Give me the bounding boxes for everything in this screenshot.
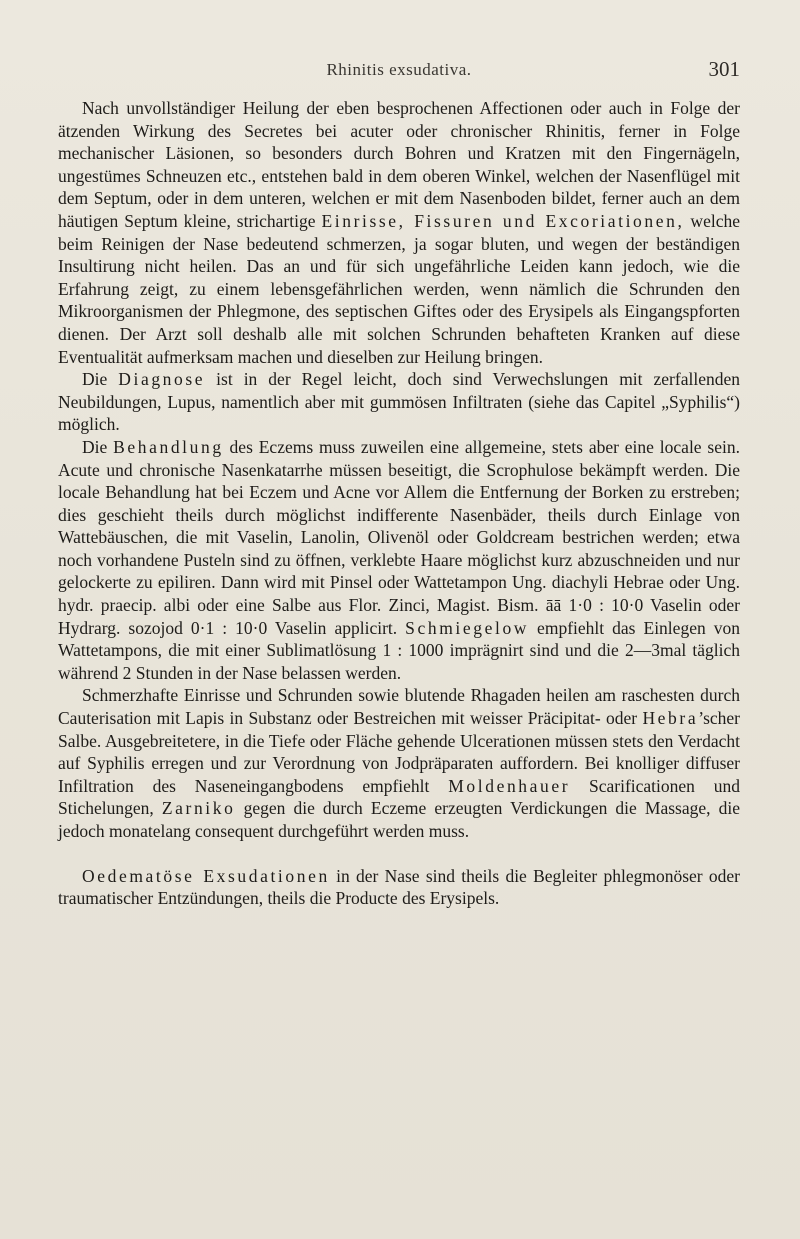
text-run: des Eczems muss zuweilen eine allgemeine, stets aber eine locale sein. Acute und chronische Nasenkatarrhe müssen beseitigt, die Scrophulose bekämpft werden. Die locale Behandlung hat bei Eczem und Acne vor Allem die Entfernung der Borken zu erstreben; dies geschieht theils durch möglichst indifferente Nasenbäder, theils durch Einlage von Wattebäuschen, die mit Vaselin, Lanolin, Olivenöl oder Goldcream bestrichen werden; etwa noch vorhandene Pusteln sind zu öffnen, verklebte Haare möglichst kurz abzuschneiden und nur gelockerte zu epiliren. Dann wird mit Pinsel oder Wattetampon Ung. diachyli Hebrae oder Ung. hydr. praecip. albi oder eine Salbe aus Flor. Zinci, Magist. Bism. āā 1·0 : 10·0 Vaselin oder Hydrarg. sozojod 0·1 : 10·0 Vaselin applicirt. [58,436,740,638]
text-run: Scarificationen und Stichelungen, [58,775,740,819]
spaced-author-name: Moldenhauer [448,775,571,796]
spaced-term: Einrisse, Fissuren und Excoriationen, [321,210,685,231]
spaced-term: Oedematöse Exsudationen [82,865,330,886]
text-run: Nach unvollständiger Heilung der eben besprochenen Affectionen oder auch in Folge der ätzenden Wirkung des Secretes bei acuter oder chronischer Rhinitis, ferner in Folge mechanischer Läsionen, so besonders durch Bohren und Kratzen mit den Fingernägeln, ungestümes Schneuzen etc., entstehen bald in dem oberen Winkel, welchen der Nasenflügel mit dem Septum, oder in dem unteren, welchen er mit dem Nasenboden bildet, ferner auch an dem häutigen Septum kleine, strichartige [58,98,740,231]
text-run: gegen die durch Eczeme erzeugten Verdickungen die Massage, die jedoch monatelang consequent durchgeführt werden muss. [58,798,740,841]
paragraph-rhagaden [58,684,740,842]
running-title: Rhinitis exsudativa. [326,60,472,79]
text-run: ’scher Salbe. Ausgebreitetere, in die Tiefe oder Fläche gehende Ulcerationen müssen stets den Verdacht auf Syphilis erregen und zur Verordnung von Jodpräparaten auffordern. Bei knolliger diffuser Infiltration des Naseneingangbodens empfiehlt [58,708,740,796]
paragraph-diagnose [58,368,740,436]
spaced-author-name: Zarniko [161,798,236,819]
paragraph-behandlung [58,436,740,685]
text-run: Die [82,436,114,457]
paragraph-fissures [58,97,740,368]
spaced-term: Behandlung [113,436,224,457]
text-run: welche beim Reinigen der Nase bedeutend schmerzen, ja sogar bluten, und wegen der beständigen Insultirung nicht heilen. Das an und für sich ungefährliche Leiden kann jedoch, wie die Erfahrung zeigt, zu einem lebensgefährlichen werden, wenn nämlich die Schrunden den Mikroorganismen der Phlegmone, des septischen Giftes oder des Erysipels als Eingangspforten dienen. Der Arzt soll deshalb alle mit solchen Schrunden behafteten Kranken auf diese Eventualität aufmerksam machen und dieselben zur Heilung bringen. [58,210,740,367]
text-run: in der Nase sind theils die Begleiter phlegmonöser oder traumatischer Entzündungen, theils die Producte des Erysipels. [58,865,740,909]
paragraph-oedematoese [58,865,740,910]
running-head [58,57,740,86]
body-text [58,97,740,910]
spaced-author-name: Hebra [642,708,699,729]
text-run: Die [82,369,119,390]
text-run: ist in der Regel leicht, doch sind Verwechslungen mit zerfallenden Neubildungen, Lupus, namentlich aber mit gummösen Infiltraten (siehe das Capitel „Syphilis“) möglich. [58,369,740,435]
spaced-author-name: Schmiegelow [405,617,530,638]
spaced-term: Diagnose [118,369,206,390]
page-number: 301 [708,57,740,81]
text-run: Schmerzhafte Einrisse und Schrunden sowie blutende Rhagaden heilen am raschesten durch Cauterisation mit Lapis in Substanz oder Bestreichen mit weisser Präcipitat- oder [58,685,740,729]
text-run: empfiehlt das Einlegen von Wattetampons, die mit einer Sublimatlösung 1 : 1000 imprägnirt sind und die 2—3mal täglich während 2 Stunden in der Nase belassen werden. [58,617,740,683]
